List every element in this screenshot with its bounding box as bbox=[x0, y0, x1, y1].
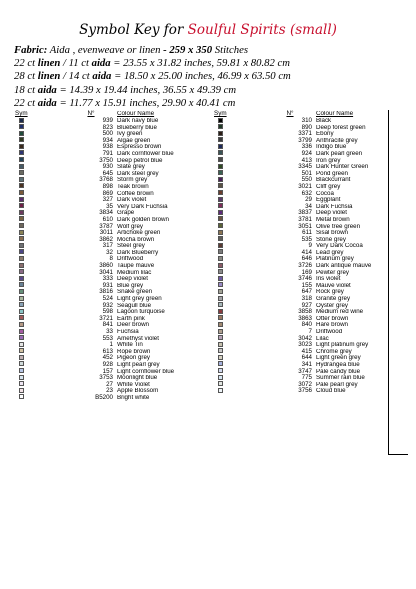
colour-name: Dark Blueberry bbox=[117, 249, 159, 256]
number-header: N° bbox=[87, 110, 95, 118]
thread-number: 3781 bbox=[298, 215, 312, 223]
thread-number: 3747 bbox=[298, 367, 312, 375]
symbol-swatch-icon bbox=[19, 282, 24, 287]
thread-number: 3051 bbox=[298, 222, 312, 230]
symbol-swatch-icon bbox=[218, 335, 223, 340]
colour-name: Mauve violet bbox=[316, 282, 351, 289]
thread-number: 3799 bbox=[298, 136, 312, 144]
column-divider-foot bbox=[388, 454, 408, 455]
symbol-swatch-icon bbox=[218, 309, 223, 314]
colour-name: Dark Hunter Green bbox=[316, 164, 369, 171]
symbol-swatch-icon bbox=[218, 243, 223, 248]
colour-name: Moonlight blue bbox=[117, 375, 158, 382]
colour-name: Lagoon turquoise bbox=[117, 309, 165, 316]
symbol-swatch-icon bbox=[218, 315, 223, 320]
colour-name: Ebony bbox=[316, 131, 334, 138]
colour-name: Anthracite grey bbox=[316, 137, 358, 144]
colour-name: Metal brown bbox=[316, 216, 350, 223]
colour-name: Pewter grey bbox=[316, 269, 350, 276]
sym-header: Sym bbox=[15, 110, 28, 118]
symbol-swatch-icon bbox=[19, 197, 24, 202]
thread-number: 535 bbox=[301, 235, 312, 243]
colour-name: Earth pink bbox=[117, 315, 145, 322]
colour-name: Slate grey bbox=[117, 164, 145, 171]
thread-number: 791 bbox=[102, 149, 113, 157]
symbol-swatch-icon bbox=[19, 269, 24, 274]
colour-name: Lilac bbox=[316, 335, 329, 342]
thread-number: 646 bbox=[301, 255, 312, 263]
symbol-swatch-icon bbox=[19, 230, 24, 235]
symbol-swatch-icon bbox=[19, 381, 24, 386]
thread-number: 3750 bbox=[99, 156, 113, 164]
title-main: Symbol Key for bbox=[79, 22, 184, 38]
symbol-swatch-icon bbox=[218, 210, 223, 215]
thread-number: 3041 bbox=[99, 268, 113, 276]
symbol-swatch-icon bbox=[19, 322, 24, 327]
sym-header: Sym bbox=[214, 110, 227, 118]
colour-name: Cliff grey bbox=[316, 183, 341, 190]
colour-name: Black bbox=[316, 118, 332, 124]
thread-number: 414 bbox=[301, 248, 312, 256]
fabric-line bbox=[14, 44, 409, 57]
colour-name: Light grey green bbox=[117, 296, 162, 303]
colour-name: Iron grey bbox=[316, 157, 341, 164]
colour-name: Artichoke green bbox=[117, 230, 161, 237]
symbol-swatch-icon bbox=[218, 230, 223, 235]
thread-number: 29 bbox=[305, 196, 312, 204]
symbol-swatch-icon bbox=[218, 197, 223, 202]
symbol-swatch-icon bbox=[19, 170, 24, 175]
symbol-swatch-icon bbox=[218, 381, 223, 386]
thread-number: 775 bbox=[301, 374, 312, 382]
thread-number: 3042 bbox=[298, 334, 312, 342]
symbol-swatch-icon bbox=[19, 183, 24, 188]
colour-name: Otter brown bbox=[316, 315, 349, 322]
thread-number: 3860 bbox=[99, 262, 113, 270]
colour-name-header: Colour Name bbox=[316, 111, 354, 118]
symbol-swatch-icon bbox=[19, 249, 24, 254]
thread-number: 3858 bbox=[298, 308, 312, 316]
thread-number: 3816 bbox=[99, 288, 113, 296]
colour-name: White Violet bbox=[117, 381, 150, 388]
thread-number: 1 bbox=[109, 341, 113, 349]
size-line-1: 22 ct linen / 11 ct aida = 23.55 x 31.82 inches, 59.81 x 80.82 cm bbox=[14, 57, 290, 70]
symbol-swatch-icon bbox=[19, 216, 24, 221]
colour-name: Platinum grey bbox=[316, 256, 354, 263]
colour-name: Driftwood bbox=[316, 329, 343, 335]
thread-number: 550 bbox=[301, 176, 312, 184]
colour-name: Deep violet bbox=[316, 210, 347, 217]
symbol-swatch-icon bbox=[218, 289, 223, 294]
thread-number: 3021 bbox=[298, 182, 312, 190]
colour-name: Pale pearl grey bbox=[316, 381, 358, 388]
thread-number: 611 bbox=[302, 229, 312, 237]
number-header: N° bbox=[286, 110, 294, 118]
symbol-swatch-icon bbox=[19, 348, 24, 353]
symbol-swatch-icon bbox=[218, 203, 223, 208]
colour-name: Coffee brown bbox=[117, 190, 154, 197]
thread-number: 415 bbox=[301, 347, 312, 355]
thread-number: 934 bbox=[102, 136, 113, 144]
symbol-swatch-icon bbox=[218, 256, 223, 261]
thread-number: 318 bbox=[301, 295, 312, 303]
colour-name: Fuchsia bbox=[117, 329, 139, 335]
thread-number: 333 bbox=[102, 275, 113, 283]
colour-name: Very Dark Cocoa bbox=[316, 243, 363, 250]
thread-number: 841 bbox=[102, 321, 113, 329]
thread-number: 890 bbox=[301, 123, 312, 131]
thread-number: B5200 bbox=[95, 393, 113, 401]
symbol-cell bbox=[212, 388, 264, 396]
page-title bbox=[0, 22, 416, 38]
symbol-swatch-icon bbox=[19, 342, 24, 347]
colour-name: Dark pearl green bbox=[316, 150, 363, 157]
symbol-swatch-icon bbox=[218, 223, 223, 228]
symbol-swatch-icon bbox=[19, 144, 24, 149]
colour-name: Amethyst violet bbox=[117, 335, 159, 342]
symbol-swatch-icon bbox=[218, 269, 223, 274]
thread-number: 610 bbox=[102, 215, 113, 223]
symbol-swatch-icon bbox=[218, 348, 223, 353]
thread-number: 310 bbox=[301, 117, 312, 124]
colour-name: Deep forest green bbox=[316, 124, 366, 131]
symbol-swatch-icon bbox=[19, 335, 24, 340]
colour-name: Light pearl grey bbox=[117, 361, 160, 368]
symbol-swatch-icon bbox=[19, 263, 24, 268]
symbol-swatch-icon bbox=[19, 256, 24, 261]
symbol-swatch-icon bbox=[218, 144, 223, 149]
fabric-desc: Aida , evenweave or linen bbox=[47, 44, 164, 56]
colour-name: Hydrangea blue bbox=[316, 361, 360, 368]
symbol-swatch-icon bbox=[218, 355, 223, 360]
symbol-swatch-icon bbox=[218, 177, 223, 182]
thread-number: 928 bbox=[102, 360, 113, 368]
colour-name: Deep petrol blue bbox=[117, 157, 163, 164]
symbol-swatch-icon bbox=[218, 190, 223, 195]
symbol-swatch-icon bbox=[218, 164, 223, 169]
colour-name-header: Colour Name bbox=[117, 111, 155, 118]
colour-name: Oyster grey bbox=[316, 302, 348, 309]
thread-number: 3768 bbox=[99, 176, 113, 184]
symbol-swatch-icon bbox=[218, 131, 223, 136]
colour-name: Bright white bbox=[117, 394, 150, 401]
thread-number: 3371 bbox=[298, 130, 312, 138]
size-line-4: 22 ct aida = 11.77 x 15.91 inches, 29.90 x 40.41 cm bbox=[14, 96, 236, 109]
symbol-swatch-icon bbox=[218, 282, 223, 287]
colour-name: Sisal brown bbox=[316, 230, 348, 237]
symbol-swatch-icon bbox=[218, 368, 223, 373]
thread-number: 3746 bbox=[298, 275, 312, 283]
colour-name: Dark antique mauve bbox=[316, 263, 372, 270]
colour-name: Very Dark Fuchsia bbox=[117, 203, 168, 210]
colour-name: Eggplant bbox=[316, 197, 341, 204]
symbol-swatch-icon bbox=[19, 150, 24, 155]
colour-name: Dark Fuchsia bbox=[316, 203, 353, 210]
thread-number: 3011 bbox=[99, 229, 113, 237]
symbol-swatch-icon bbox=[19, 368, 24, 373]
thread-number: 930 bbox=[102, 163, 113, 171]
symbol-swatch-icon bbox=[19, 203, 24, 208]
key-column-right bbox=[212, 110, 408, 395]
colour-name: Hare brown bbox=[316, 322, 348, 329]
symbol-swatch-icon bbox=[218, 296, 223, 301]
thread-number: 155 bbox=[301, 281, 312, 289]
thread-number: 35 bbox=[106, 202, 113, 210]
symbol-swatch-icon bbox=[218, 236, 223, 241]
symbol-swatch-icon bbox=[19, 329, 24, 334]
key-column-left bbox=[13, 110, 209, 402]
colour-name: Espresso brown bbox=[117, 144, 162, 151]
thread-number: 3837 bbox=[298, 209, 312, 217]
thread-number: 3862 bbox=[99, 235, 113, 243]
thread-number: 524 bbox=[102, 295, 113, 303]
symbol-swatch-icon bbox=[19, 315, 24, 320]
colour-name: Stone grey bbox=[316, 236, 346, 243]
thread-number: 3756 bbox=[298, 387, 312, 395]
symbol-swatch-icon bbox=[218, 150, 223, 155]
thread-number: 938 bbox=[102, 143, 113, 151]
colour-name: Ivy green bbox=[117, 131, 143, 138]
thread-number: 169 bbox=[301, 268, 312, 276]
symbol-swatch-icon bbox=[218, 118, 223, 123]
symbol-swatch-icon bbox=[19, 289, 24, 294]
thread-number: 500 bbox=[102, 130, 113, 138]
thread-number: 327 bbox=[102, 196, 113, 204]
thread-number: 3787 bbox=[99, 222, 113, 230]
thread-number: 553 bbox=[102, 334, 113, 342]
colour-name: Grape bbox=[117, 210, 135, 217]
fabric-label: Fabric: bbox=[14, 44, 48, 56]
symbol-swatch-icon bbox=[19, 137, 24, 142]
thread-number: 3072 bbox=[298, 380, 312, 388]
symbol-swatch-icon bbox=[218, 361, 223, 366]
thread-number: 501 bbox=[301, 169, 312, 177]
thread-number: 413 bbox=[301, 156, 312, 164]
colour-name: Chrome grey bbox=[316, 348, 352, 355]
thread-number: 3023 bbox=[298, 341, 312, 349]
colour-name: White Tin bbox=[117, 342, 143, 349]
title-accent: Soulful Spirits (small) bbox=[187, 22, 337, 38]
symbol-swatch-icon bbox=[19, 157, 24, 162]
thread-number: 336 bbox=[301, 143, 312, 151]
colour-name: Wolf grey bbox=[117, 223, 144, 230]
symbol-swatch-icon bbox=[218, 157, 223, 162]
colour-name: Blackcurrant bbox=[316, 177, 351, 184]
symbol-swatch-icon bbox=[19, 118, 24, 123]
key-row bbox=[212, 388, 408, 395]
symbol-swatch-icon bbox=[218, 183, 223, 188]
colour-name: Seagull blue bbox=[117, 302, 152, 309]
colour-name: Medium lilac bbox=[117, 269, 152, 276]
symbol-swatch-icon bbox=[218, 137, 223, 142]
thread-number: 3753 bbox=[99, 374, 113, 382]
colour-name: Medium red wine bbox=[316, 309, 364, 316]
thread-number: 927 bbox=[301, 301, 312, 309]
colour-name: Snake green bbox=[117, 289, 153, 296]
colour-name: Light cornflower blue bbox=[117, 368, 175, 375]
thread-number: 34 bbox=[305, 202, 312, 210]
thread-number: 3834 bbox=[99, 209, 113, 217]
colour-name: Rock grey bbox=[316, 289, 344, 296]
colour-name: Light platinum grey bbox=[316, 342, 369, 349]
symbol-swatch-icon bbox=[19, 375, 24, 380]
thread-number: 452 bbox=[102, 354, 113, 362]
symbol-swatch-icon bbox=[218, 329, 223, 334]
key-row bbox=[13, 395, 209, 402]
colour-name: Rope brown bbox=[117, 348, 151, 355]
colour-name: Olive tree green bbox=[316, 223, 361, 230]
symbol-swatch-icon bbox=[19, 361, 24, 366]
thread-number: 3345 bbox=[298, 163, 312, 171]
colour-name: Pale candy blue bbox=[316, 368, 361, 375]
colour-name: Pond green bbox=[316, 170, 348, 177]
stitch-label: Stitches bbox=[212, 44, 249, 56]
symbol-swatch-icon bbox=[218, 375, 223, 380]
thread-number: 9 bbox=[308, 242, 312, 250]
symbol-swatch-icon bbox=[19, 223, 24, 228]
symbol-swatch-icon bbox=[218, 322, 223, 327]
symbol-swatch-icon bbox=[19, 276, 24, 281]
colour-name: Summer rain blue bbox=[316, 375, 365, 382]
colour-name: Blueberry blue bbox=[117, 124, 157, 131]
thread-number: 840 bbox=[301, 321, 312, 329]
thread-number: 3721 bbox=[99, 314, 113, 322]
thread-number: 317 bbox=[102, 242, 113, 250]
symbol-swatch-icon bbox=[19, 309, 24, 314]
thread-number: 3863 bbox=[298, 314, 312, 322]
size-line-2: 28 ct linen / 14 ct aida = 18.50 x 25.00 inches, 46.99 x 63.50 cm bbox=[14, 70, 291, 83]
colour-name: Taupe mauve bbox=[117, 263, 155, 270]
symbol-swatch-icon bbox=[218, 216, 223, 221]
symbol-swatch-icon bbox=[218, 276, 223, 281]
thread-number: 23 bbox=[106, 387, 113, 395]
thread-number: 924 bbox=[301, 149, 312, 157]
thread-number: 613 bbox=[102, 347, 113, 355]
symbol-swatch-icon bbox=[19, 177, 24, 182]
colour-name: Algae green bbox=[117, 137, 151, 144]
symbol-swatch-icon bbox=[19, 394, 24, 399]
thread-number: 7 bbox=[308, 328, 312, 335]
symbol-swatch-icon bbox=[19, 190, 24, 195]
stitch-count: - 259 x 350 bbox=[163, 44, 213, 56]
thread-number: 931 bbox=[102, 281, 113, 289]
thread-number: 632 bbox=[301, 189, 312, 197]
thread-number: 647 bbox=[301, 288, 312, 296]
colour-name: Dark cornflower blue bbox=[117, 150, 174, 157]
symbol-swatch-icon bbox=[19, 236, 24, 241]
column-divider bbox=[388, 110, 389, 454]
colour-name: Driftwood bbox=[117, 256, 144, 263]
colour-name: Blue grey bbox=[117, 282, 144, 289]
colour-name: Indigo blue bbox=[316, 144, 347, 151]
symbol-swatch-icon bbox=[218, 249, 223, 254]
thread-number: 644 bbox=[301, 354, 312, 362]
thread-number: 32 bbox=[106, 248, 113, 256]
colour-name: Apple Blossom bbox=[117, 388, 159, 395]
symbol-swatch-icon bbox=[218, 124, 223, 129]
thread-number: 341 bbox=[301, 360, 312, 368]
symbol-swatch-icon bbox=[19, 388, 24, 393]
thread-number: 823 bbox=[102, 123, 113, 131]
symbol-swatch-icon bbox=[19, 131, 24, 136]
symbol-swatch-icon bbox=[19, 296, 24, 301]
thread-number: 939 bbox=[102, 117, 113, 124]
symbol-swatch-icon bbox=[19, 210, 24, 215]
thread-number: 898 bbox=[102, 182, 113, 190]
colour-name: Dark violet bbox=[117, 197, 147, 204]
colour-name: Storm grey bbox=[117, 177, 148, 184]
size-line-3: 18 ct aida = 14.39 x 19.44 inches, 36.55 x 49.39 cm bbox=[14, 83, 237, 96]
thread-number: 33 bbox=[106, 328, 113, 335]
symbol-swatch-icon bbox=[218, 170, 223, 175]
symbol-swatch-icon bbox=[218, 342, 223, 347]
symbol-swatch-icon bbox=[218, 302, 223, 307]
symbol-swatch-icon bbox=[19, 164, 24, 169]
symbol-swatch-icon bbox=[19, 124, 24, 129]
colour-name: Cocoa bbox=[316, 190, 334, 197]
thread-number: 869 bbox=[102, 189, 113, 197]
colour-name: Teak brown bbox=[117, 183, 149, 190]
colour-name: Deep violet bbox=[117, 276, 148, 283]
symbol-cell bbox=[13, 394, 65, 402]
thread-number: 157 bbox=[102, 367, 113, 375]
thread-number: 3726 bbox=[298, 262, 312, 270]
colour-name: Iris violet bbox=[316, 276, 341, 283]
thread-number: 645 bbox=[102, 169, 113, 177]
thread-number: 27 bbox=[106, 380, 113, 388]
colour-name: Dark golden brown bbox=[117, 216, 169, 223]
colour-name: Lead grey bbox=[316, 249, 344, 256]
fabric-info bbox=[14, 44, 409, 110]
thread-number: 932 bbox=[102, 301, 113, 309]
colour-name: Granite grey bbox=[316, 296, 351, 303]
thread-number: 598 bbox=[102, 308, 113, 316]
colour-name: Cloud blue bbox=[316, 388, 346, 395]
colour-name: Light green grey bbox=[316, 355, 361, 362]
symbol-swatch-icon bbox=[19, 302, 24, 307]
symbol-swatch-icon bbox=[19, 243, 24, 248]
thread-number: 8 bbox=[109, 255, 113, 263]
colour-name: Pigeon grey bbox=[117, 355, 151, 362]
symbol-swatch-icon bbox=[218, 388, 223, 393]
colour-name: Deer brown bbox=[117, 322, 149, 329]
colour-name: Dark steel grey bbox=[117, 170, 159, 177]
symbol-swatch-icon bbox=[19, 355, 24, 360]
symbol-swatch-icon bbox=[218, 263, 223, 268]
colour-name: Steel grey bbox=[117, 243, 145, 250]
colour-name: Mocha brown bbox=[117, 236, 155, 243]
colour-name: Dark navy blue bbox=[117, 118, 159, 124]
